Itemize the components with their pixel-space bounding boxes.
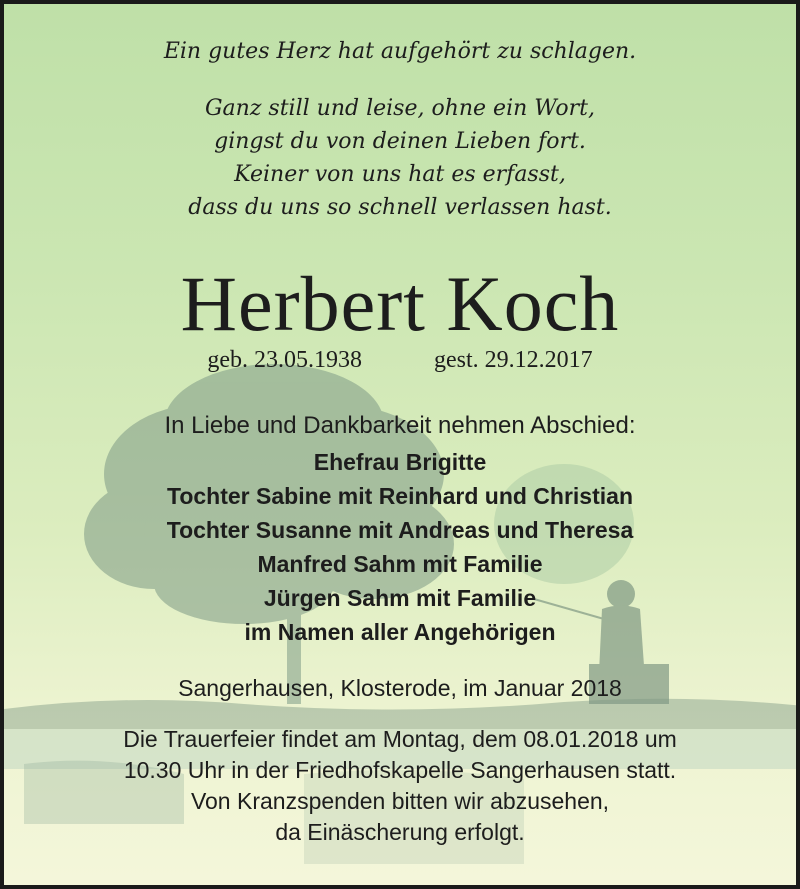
mourner-line: im Namen aller Angehörigen — [244, 619, 556, 645]
mourner-line: Tochter Susanne mit Andreas und Theresa — [166, 517, 634, 543]
death-date: gest. 29.12.2017 — [433, 347, 593, 373]
poem-line: gingst du von deinen Lieben fort. — [214, 129, 586, 154]
poem-line: Ganz still und leise, ohne ein Wort, — [204, 96, 595, 121]
service-info-line: Die Trauerfeier findet am Montag, dem 08.01.2018 um — [123, 726, 677, 752]
poem-line: dass du uns so schnell verlassen hast. — [188, 195, 612, 220]
deceased-name: Herbert Koch — [180, 260, 620, 347]
poem-line: Keiner von uns hat es erfasst, — [234, 162, 566, 187]
farewell-intro: In Liebe und Dankbarkeit nehmen Abschied: — [164, 412, 636, 439]
service-info-line: Von Kranzspenden bitten wir abzusehen, — [190, 788, 610, 814]
mourner-line: Tochter Sabine mit Reinhard und Christian — [166, 483, 633, 509]
service-info-line: da Einäscherung erfolgt. — [275, 819, 525, 845]
service-info-line: 10.30 Uhr in der Friedhofskapelle Sangerhausen statt. — [123, 757, 677, 783]
place-and-date: Sangerhausen, Klosterode, im Januar 2018 — [178, 675, 622, 701]
mourner-line: Jürgen Sahm mit Familie — [263, 585, 537, 611]
birth-date: geb. 23.05.1938 — [207, 347, 362, 373]
mourner-line: Ehefrau Brigitte — [313, 449, 487, 475]
heading-text: Ein gutes Herz hat aufgehört zu schlagen. — [163, 39, 637, 64]
mourner-line: Manfred Sahm mit Familie — [257, 551, 543, 577]
life-dates — [4, 347, 796, 374]
